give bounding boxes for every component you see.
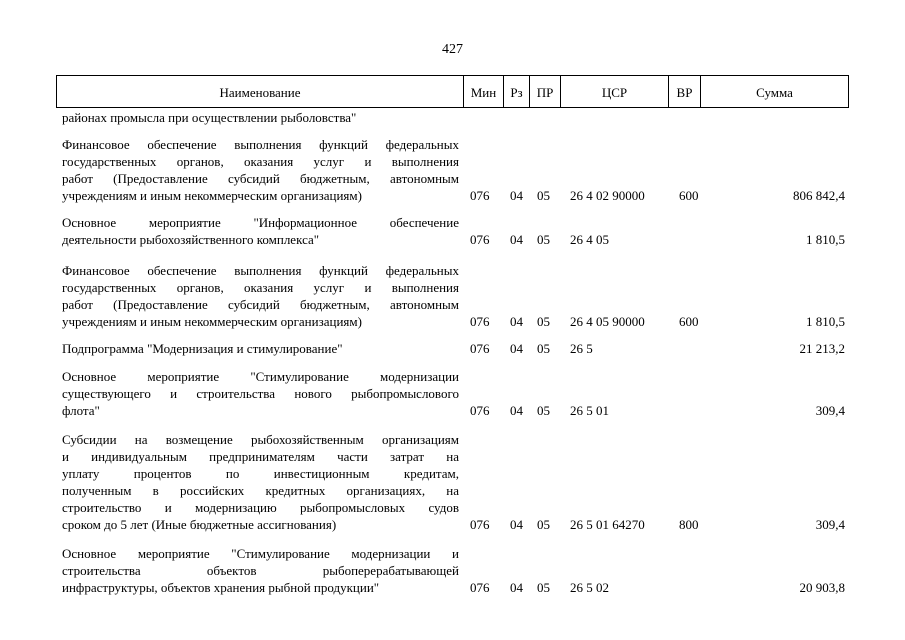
row-name-line: работ (Предоставление субсидий бюджетным, автономным [62,171,459,186]
row-name-line: учреждениям и иным некоммерческим организациям) [62,314,362,329]
row-name [62,545,459,596]
row-name-line: деятельности рыбохозяйственного комплекса" [62,232,320,247]
carry-over-text: районах промысла при осуществлении рыболовства" [62,110,357,125]
row-name-line: флота" [62,403,100,418]
row-name-line: Основное мероприятие "Стимулирование модернизации [62,369,459,384]
row-pr: 05 [537,314,550,329]
row-min: 076 [470,580,490,595]
row-rz: 04 [510,580,523,595]
row-rz: 04 [510,341,523,356]
column-header-rz: Рз [504,76,530,107]
row-min: 076 [470,341,490,356]
row-name-line: Подпрограмма "Модернизация и стимулирование" [62,341,343,356]
row-sum: 806 842,4 [793,188,845,203]
row-name-line: Финансовое обеспечение выполнения функций федеральных [62,263,459,278]
row-rz: 04 [510,403,523,418]
row-name-line: Субсидии на возмещение рыбохозяйственным организациям [62,432,459,447]
row-name-line: учреждениям и иным некоммерческим организациям) [62,188,362,203]
row-sum: 309,4 [815,517,845,532]
row-pr: 05 [537,580,550,595]
row-sum: 1 810,5 [806,232,845,247]
row-name-line: Основное мероприятие "Информационное обеспечение [62,215,459,230]
row-min: 076 [470,403,490,418]
row-rz: 04 [510,232,523,247]
row-pr: 05 [537,403,550,418]
row-name-line: работ (Предоставление субсидий бюджетным, автономным [62,297,459,312]
row-name-line: строительство и модернизацию рыбопромысловых судов [62,500,459,515]
row-vr: 800 [679,517,699,532]
row-pr: 05 [537,232,550,247]
row-name-line: существующего и строительства нового рыбопромыслового [62,386,459,401]
column-header-pr: ПР [530,76,561,107]
row-name [62,431,459,533]
row-vr: 600 [679,188,699,203]
row-name [62,368,459,419]
row-name-line: Финансовое обеспечение выполнения функций федеральных [62,137,459,152]
row-vr: 600 [679,314,699,329]
row-name [62,136,459,204]
row-name [62,340,459,357]
column-header-min: Мин [464,76,504,107]
row-sum: 20 903,8 [799,580,845,595]
row-name-line: сроком до 5 лет (Иные бюджетные ассигнования) [62,517,337,532]
row-name-line: государственных органов, оказания услуг и выполнения [62,280,459,295]
row-name-line: инфраструктуры, объектов хранения рыбной продукции" [62,580,380,595]
row-pr: 05 [537,341,550,356]
row-csr: 26 4 02 90000 [570,188,645,203]
row-rz: 04 [510,314,523,329]
row-min: 076 [470,517,490,532]
column-header-vr: ВР [669,76,701,107]
row-rz: 04 [510,517,523,532]
page-number: 427 [442,42,463,57]
row-sum: 1 810,5 [806,314,845,329]
column-header-sum: Сумма [756,84,793,100]
row-name-line: полученным в российских кредитных организациях, на [62,483,459,498]
row-name-line: государственных органов, оказания услуг и выполнения [62,154,459,169]
row-rz: 04 [510,188,523,203]
row-csr: 26 5 01 [570,403,609,418]
row-name [62,214,459,248]
row-csr: 26 5 01 64270 [570,517,645,532]
row-csr: 26 4 05 [570,232,609,247]
row-sum: 21 213,2 [799,341,845,356]
row-name-line: Основное мероприятие "Стимулирование модернизации и [62,546,459,561]
row-csr: 26 5 [570,341,593,356]
row-csr: 26 5 02 [570,580,609,595]
row-min: 076 [470,232,490,247]
column-header-name: Наименование [57,76,464,107]
row-pr: 05 [537,188,550,203]
row-name [62,262,459,330]
column-header-csr: ЦСР [561,76,669,107]
row-min: 076 [470,188,490,203]
row-name-line: уплату процентов по инвестиционным кредитам, [62,466,459,481]
row-pr: 05 [537,517,550,532]
row-name-line: строительства объектов рыбоперерабатывающей [62,563,459,578]
row-csr: 26 4 05 90000 [570,314,645,329]
row-min: 076 [470,314,490,329]
row-sum: 309,4 [815,403,845,418]
row-name-line: и индивидуальным предпринимателям части затрат на [62,449,459,464]
table-header [56,75,849,108]
